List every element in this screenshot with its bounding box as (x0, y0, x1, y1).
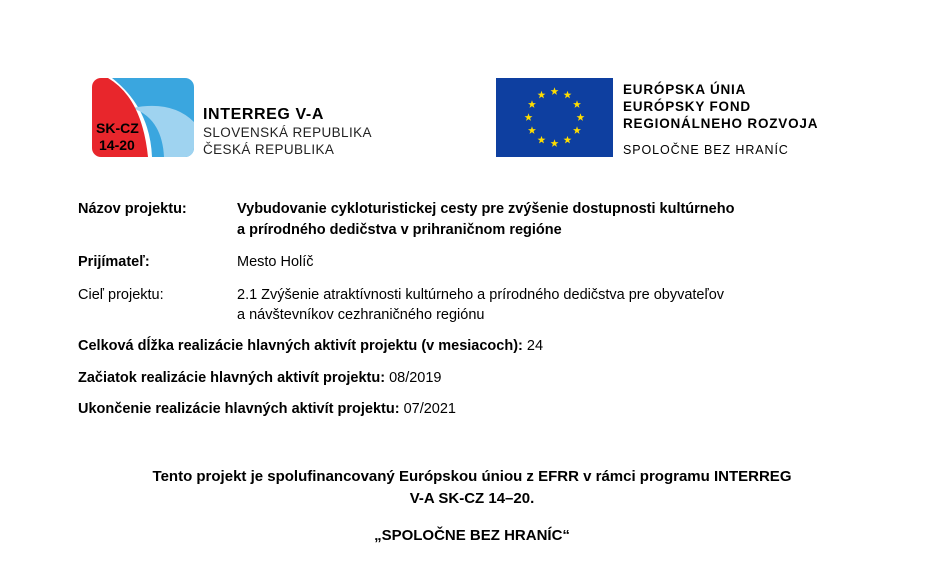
eu-line-2: EURÓPSKY FOND (623, 99, 751, 114)
goal-line-1: 2.1 Zvýšenie atraktívnosti kultúrneho a prírodného dedičstva pre obyvateľov (237, 287, 725, 303)
eu-flag-icon (496, 78, 613, 157)
end-value: 07/2021 (403, 401, 456, 417)
recipient-label: Prijímateľ: (78, 254, 150, 270)
goal-line-2: a návštevníkov cezhraničného regiónu (237, 307, 485, 323)
duration-row (78, 338, 543, 354)
goal-label: Cieľ projektu: (78, 287, 164, 303)
end-row (78, 401, 456, 417)
interreg-title: INTERREG V-A (203, 106, 324, 123)
interreg-country-1: SLOVENSKÁ REPUBLIKA (203, 125, 372, 140)
footer-slogan: „SPOLOČNE BEZ HRANÍC“ (374, 527, 570, 544)
svg-text:SK-CZ: SK-CZ (96, 120, 139, 136)
start-row (78, 370, 442, 386)
duration-value: 24 (526, 338, 544, 354)
start-value: 08/2019 (389, 370, 442, 386)
recipient-value: Mesto Holíč (237, 254, 314, 270)
cofinancing-line-2: V-A SK-CZ 14–20. (409, 490, 535, 507)
svg-text:14-20: 14-20 (99, 137, 135, 153)
project-name-label: Názov projektu: (78, 201, 187, 217)
project-name-line-1: Vybudovanie cykloturistickej cesty pre zvýšenie dostupnosti kultúrneho (237, 201, 735, 217)
cofinancing-line-1: Tento projekt je spolufinancovaný Európskou úniou z EFRR v rámci programu INTERREG (152, 468, 792, 485)
project-name-line-2: a prírodného dedičstva v prihraničnom regióne (237, 222, 562, 238)
duration-label: Celková dĺžka realizácie hlavných aktivít projektu (v mesiacoch): (78, 338, 523, 354)
eu-text-block (623, 81, 818, 132)
interreg-logo (92, 78, 194, 157)
interreg-country-2: ČESKÁ REPUBLIKA (203, 142, 335, 157)
eu-line-3: REGIONÁLNEHO ROZVOJA (623, 116, 819, 131)
eu-slogan: SPOLOČNE BEZ HRANÍC (623, 143, 789, 157)
start-label: Začiatok realizácie hlavných aktivít projektu: (78, 370, 386, 386)
eu-line-1: EURÓPSKA ÚNIA (623, 82, 747, 97)
interreg-text-block (203, 106, 372, 158)
end-label: Ukončenie realizácie hlavných aktivít projektu: (78, 401, 400, 417)
